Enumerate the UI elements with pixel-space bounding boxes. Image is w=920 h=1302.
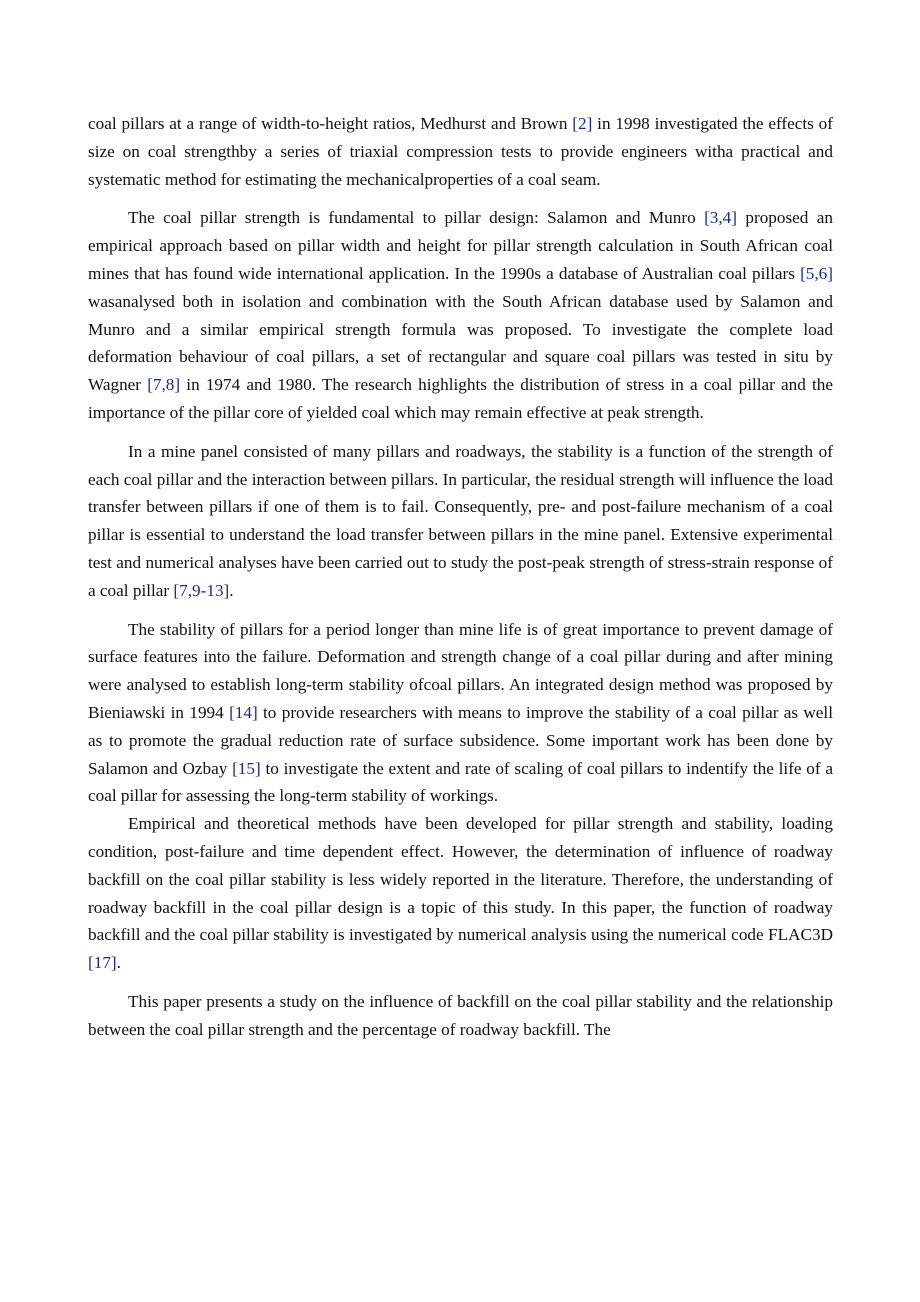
citation-ref: [7,9-13] <box>173 580 230 600</box>
citation-ref: [5,6] <box>800 263 833 283</box>
paragraph-text: . <box>229 580 234 600</box>
paragraph-text: In a mine panel consisted of many pillars and roadways, the stability is a function of the strength of each coal pillar and the interaction between pillars. In particular, the residual strength will influence the load transfer between pillars if one of them is to fail. Consequently, pre- and post-failure mechanism of a coal pillar is essential to understand the load transfer between pillars in the mine panel. Extensive experimental test and numerical analyses have been carried out to study the post-peak strength of stress-strain response of a coal pillar <box>88 441 833 600</box>
citation-ref: [14] <box>229 702 258 722</box>
paragraph <box>88 438 833 605</box>
paragraph <box>88 988 833 1044</box>
citation-ref: [7,8] <box>147 375 181 395</box>
paragraph-text: to investigate the extent and rate of scaling of coal pillars to indentify the life of a coal pillar for assessing the long-term stability of workings. <box>88 758 833 806</box>
paragraph-text: coal pillars at a range of width-to-height ratios, Medhurst and Brown <box>88 114 573 133</box>
citation-ref: [3,4] <box>704 208 737 228</box>
citation-ref: [17] <box>88 953 117 973</box>
citation-ref: [15] <box>232 758 261 778</box>
paragraph-text: . <box>116 953 121 973</box>
paragraph-text: in 1974 and 1980. The research highlights the distribution of stress in a coal pillar and the importance of the pillar core of yielded coal which may remain effective at peak strength. <box>88 375 834 422</box>
paragraph-text: proposed an empirical approach based on pillar width and height for pillar strength calculation in South African coal mines that has found wide international application. In the 1990s a database of Australian coal pillars <box>88 208 834 283</box>
paragraph-text: wasanalysed both in isolation and combination with the South African database used by Salamon and Munro and a similar empirical strength formula was proposed. To investigate the complete load deformation behaviour of coal pillars, a set of rectangular and square coal pillars was tested in situ by Wagner <box>88 291 833 395</box>
paragraph-text: The stability of pillars for a period longer than mine life is of great importance to prevent damage of surface features into the failure. Deformation and strength change of a coal pillar during and after mining were analysed to establish long-term stability ofcoal pillars. An integrated design method was proposed by Bieniawski in 1994 <box>88 619 833 722</box>
citation-ref: [2] <box>572 114 593 133</box>
paper-body <box>88 110 833 1055</box>
paragraph-text: in 1998 investigated the effects of size on coal strengthby a series of triaxial compression tests to provide engineers witha practical and systematic method for estimating the mechanicalproperties of a coal seam. <box>88 114 833 189</box>
paragraph-text: This paper presents a study on the influence of backfill on the coal pillar stability and the relationship between the coal pillar strength and the percentage of roadway backfill. The <box>88 991 833 1039</box>
paragraph-text: to provide researchers with means to improve the stability of a coal pillar as well as to promote the gradual reduction rate of surface subsidence. Some important work has been done by Salamon and Ozbay <box>88 702 833 778</box>
paragraph <box>88 110 833 193</box>
paragraph <box>88 204 833 426</box>
paragraph-text: Empirical and theoretical methods have been developed for pillar strength and stability, loading condition, post-failure and time dependent effect. However, the determination of influence of roadway backfill on the coal pillar stability is less widely reported in the literature. Therefore, the understanding of roadway backfill in the coal pillar design is a topic of this study. In this paper, the function of roadway backfill and the coal pillar stability is investigated by numerical analysis using the numerical code FLAC3D <box>88 814 833 945</box>
paragraph-text: The coal pillar strength is fundamental to pillar design: Salamon and Munro <box>128 208 705 228</box>
paragraph <box>88 810 833 977</box>
paragraph <box>88 616 833 811</box>
